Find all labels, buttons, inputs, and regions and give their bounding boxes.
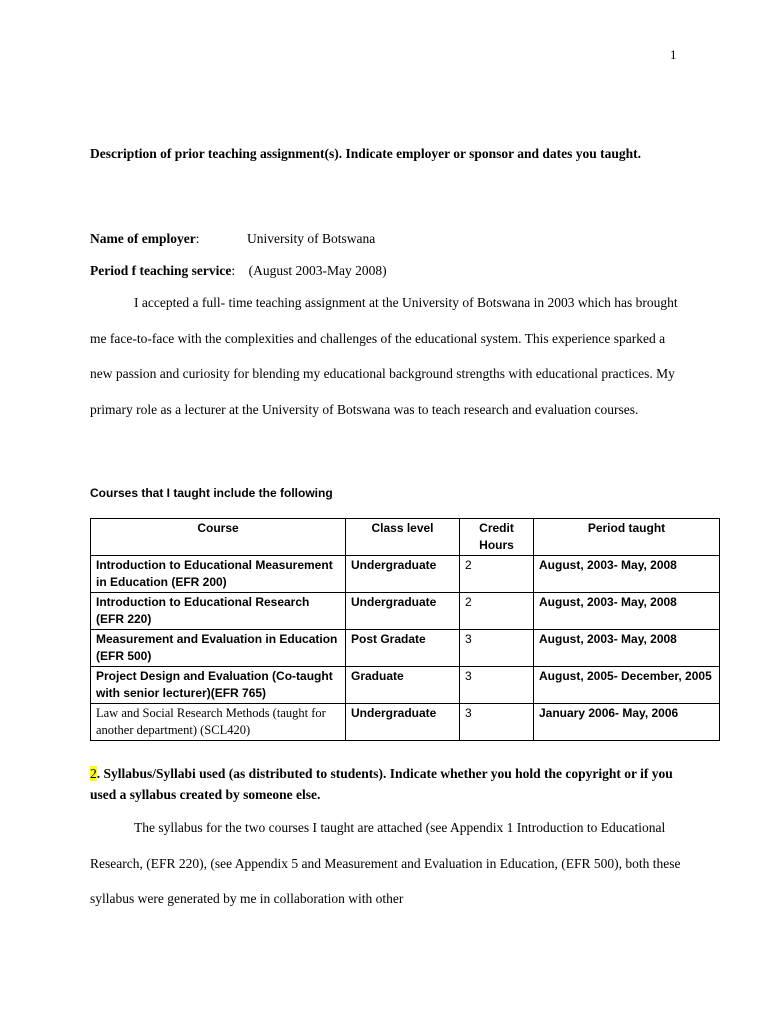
section-heading-teaching-assignments: Description of prior teaching assignment(s). Indicate employer or sponsor and dates you taught. [90, 146, 642, 161]
employer-row [90, 231, 376, 247]
table-row [91, 630, 720, 667]
header-class-level: Class level [346, 519, 460, 556]
period-colon: : [231, 263, 236, 278]
header-course: Course [91, 519, 346, 556]
cell-credit-hours: 2 [460, 593, 534, 630]
courses-table [90, 518, 720, 741]
page-number: 1 [670, 47, 677, 62]
paragraph-teaching-experience [90, 285, 690, 428]
cell-class-level: Undergraduate [346, 593, 460, 630]
cell-class-level: Post Gradate [346, 630, 460, 667]
cell-course: Introduction to Educational Measurement in Education (EFR 200) [91, 556, 346, 593]
cell-period: August, 2003- May, 2008 [534, 593, 720, 630]
table-row [91, 667, 720, 704]
table-row [91, 593, 720, 630]
cell-class-level: Undergraduate [346, 704, 460, 741]
employer-label: Name of employer [90, 231, 196, 246]
cell-credit-hours: 3 [460, 704, 534, 741]
table-row [91, 556, 720, 593]
cell-course: Introduction to Educational Research (EFR 220) [91, 593, 346, 630]
cell-course: Measurement and Evaluation in Education (EFR 500) [91, 630, 346, 667]
cell-period: August, 2003- May, 2008 [534, 630, 720, 667]
paragraph-teaching-experience-text: I accepted a full- time teaching assignment at the University of Botswana in 2003 which has brought me face-to-face with the complexities and challenges of the educational system. This experience sparked a new passion and curiosity for blending my educational background strengths with educational practices. My primary role as a lecturer at the University of Botswana was to teach research and evaluation courses. [90, 295, 678, 418]
period-label: Period f teaching service [90, 263, 232, 278]
employer-colon: : [195, 231, 200, 246]
cell-course: Project Design and Evaluation (Co-taught with senior lecturer)(EFR 765) [91, 667, 346, 704]
period-row [90, 263, 387, 279]
cell-credit-hours: 3 [460, 667, 534, 704]
paragraph-syllabus-text: The syllabus for the two courses I taught are attached (see Appendix 1 Introduction to Educational Research, (EFR 220), (see Appendix 5 and Measurement and Evaluation in Education, (EFR 500), both these syllabus were generated by me in collaboration with other [90, 820, 681, 907]
cell-credit-hours: 3 [460, 630, 534, 667]
table-row [91, 704, 720, 741]
header-credit-hours: Credit Hours [460, 519, 534, 556]
section-number-highlight: 2 [90, 766, 97, 781]
cell-period: January 2006- May, 2006 [534, 704, 720, 741]
cell-period: August, 2003- May, 2008 [534, 556, 720, 593]
courses-caption: Courses that I taught include the following [90, 486, 333, 500]
employer-value: University of Botswana [247, 231, 376, 246]
section-heading-syllabus [90, 763, 690, 805]
paragraph-syllabus [90, 810, 690, 917]
period-value: (August 2003-May 2008) [248, 263, 387, 278]
cell-period: August, 2005- December, 2005 [534, 667, 720, 704]
cell-class-level: Undergraduate [346, 556, 460, 593]
header-period-taught: Period taught [534, 519, 720, 556]
section-heading-syllabus-text: . Syllabus/Syllabi used (as distributed to students). Indicate whether you hold the copyright or if you used a syllabus created by someone else. [90, 766, 673, 802]
cell-class-level: Graduate [346, 667, 460, 704]
cell-course: Law and Social Research Methods (taught for another department) (SCL420) [91, 704, 346, 741]
table-header-row [91, 519, 720, 556]
cell-credit-hours: 2 [460, 556, 534, 593]
